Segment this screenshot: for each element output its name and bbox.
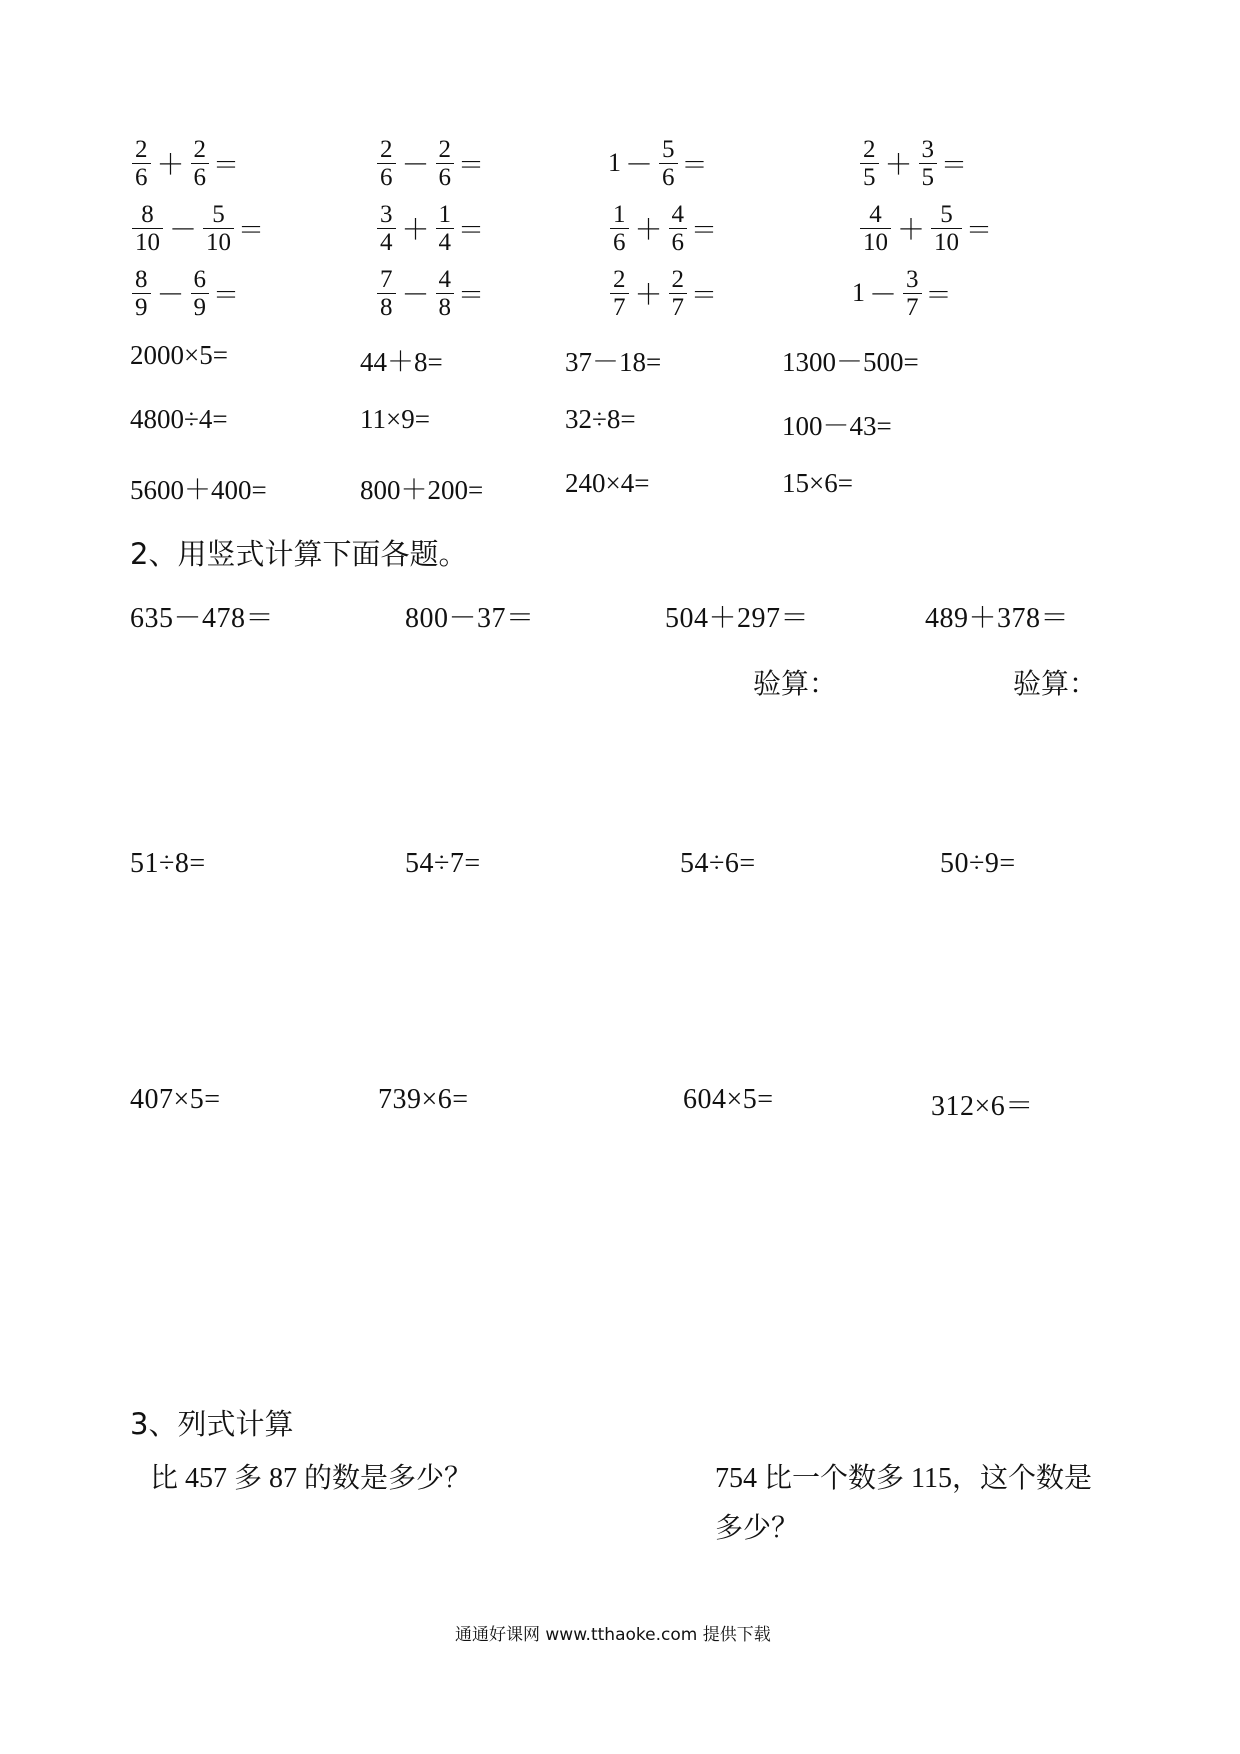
denominator: 10 xyxy=(860,228,891,256)
equals-sign: ＝ xyxy=(458,150,485,180)
vertical-problem: 800－37＝ xyxy=(405,603,535,634)
denominator: 6 xyxy=(191,163,210,191)
fraction xyxy=(191,266,210,321)
numerator: 1 xyxy=(438,200,452,228)
numerator: 8 xyxy=(141,200,154,228)
denominator: 6 xyxy=(436,163,455,191)
fraction-expression xyxy=(375,193,484,263)
fraction xyxy=(903,266,922,321)
fraction xyxy=(659,136,678,191)
equals-sign: ＝ xyxy=(213,150,240,180)
division-problem: 51÷8= xyxy=(130,848,206,879)
denominator: 9 xyxy=(132,293,151,321)
fraction-expression xyxy=(852,258,952,328)
operator: ＋ xyxy=(634,215,663,246)
fraction xyxy=(931,201,962,256)
equals-sign: ＝ xyxy=(941,150,968,180)
fraction xyxy=(377,201,396,256)
equals-sign: ＝ xyxy=(213,280,240,310)
numerator: 2 xyxy=(613,265,626,293)
denominator: 5 xyxy=(919,163,938,191)
section-2-title: 2、用竖式计算下面各题。 xyxy=(130,537,468,571)
equals-sign: ＝ xyxy=(966,215,993,245)
operator: ＋ xyxy=(884,150,913,181)
footer-source: 通通好课网 www.tthaoke.com 提供下载 xyxy=(455,1625,771,1645)
numerator: 2 xyxy=(380,135,393,163)
denominator: 8 xyxy=(436,293,455,321)
numerator: 8 xyxy=(135,265,148,293)
vertical-problem: 504＋297＝ xyxy=(665,603,810,634)
check-label: 验算： xyxy=(753,667,838,700)
fraction xyxy=(377,136,396,191)
fraction-expression xyxy=(375,258,484,328)
equals-sign: ＝ xyxy=(691,215,718,245)
denominator: 4 xyxy=(377,228,396,256)
numerator: 4 xyxy=(438,265,452,293)
oral-problem: 2000×5= xyxy=(130,340,228,370)
denominator: 7 xyxy=(903,293,922,321)
denominator: 7 xyxy=(669,293,688,321)
numerator: 5 xyxy=(212,200,225,228)
operator: ＋ xyxy=(897,215,926,246)
word-problem-1: 比 457 多 87 的数是多少？ xyxy=(150,1463,473,1494)
denominator: 6 xyxy=(669,228,688,256)
denominator: 9 xyxy=(191,293,210,321)
numerator: 3 xyxy=(921,135,935,163)
operator: － xyxy=(625,150,654,181)
operator: － xyxy=(869,280,898,311)
word-problem-2-line-2: 多少？ xyxy=(715,1513,800,1544)
operator: － xyxy=(401,280,430,311)
oral-problem: 32÷8= xyxy=(565,404,636,434)
operator: － xyxy=(169,215,198,246)
fraction-expression xyxy=(608,193,717,263)
equals-sign: ＝ xyxy=(238,215,265,245)
fraction xyxy=(669,266,688,321)
numerator: 5 xyxy=(662,135,675,163)
denominator: 6 xyxy=(659,163,678,191)
numerator: 2 xyxy=(671,265,685,293)
oral-problem: 100－43= xyxy=(782,411,892,441)
division-problem: 54÷6= xyxy=(680,848,756,879)
numerator: 3 xyxy=(906,265,919,293)
vertical-problem: 635－478＝ xyxy=(130,603,275,634)
oral-problem: 1300－500= xyxy=(782,347,919,377)
multiplication-problem: 604×5= xyxy=(683,1084,774,1115)
oral-problem: 44＋8= xyxy=(360,347,443,377)
numerator: 2 xyxy=(135,135,148,163)
operator: ＋ xyxy=(401,215,430,246)
fraction xyxy=(132,266,151,321)
fraction-expression xyxy=(858,193,992,263)
denominator: 7 xyxy=(610,293,629,321)
word-problem-2-line-1: 754 比一个数多 115，这个数是 xyxy=(715,1463,1092,1494)
denominator: 5 xyxy=(860,163,879,191)
fraction xyxy=(436,266,455,321)
fraction xyxy=(191,136,210,191)
denominator: 6 xyxy=(610,228,629,256)
oral-problem: 5600＋400= xyxy=(130,475,267,505)
oral-problem: 4800÷4= xyxy=(130,404,228,434)
oral-problem: 11×9= xyxy=(360,404,430,434)
numerator: 2 xyxy=(438,135,452,163)
fraction xyxy=(669,201,688,256)
numerator: 2 xyxy=(193,135,207,163)
numerator: 6 xyxy=(193,265,207,293)
equals-sign: ＝ xyxy=(458,280,485,310)
vertical-problem: 489＋378＝ xyxy=(925,603,1070,634)
fraction xyxy=(377,266,396,321)
numerator: 5 xyxy=(940,200,953,228)
fraction xyxy=(132,201,163,256)
denominator: 10 xyxy=(203,228,234,256)
fraction-expression xyxy=(375,128,484,198)
equals-sign: ＝ xyxy=(691,280,718,310)
division-problem: 50÷9= xyxy=(940,848,1016,879)
numerator: 2 xyxy=(863,135,876,163)
denominator: 8 xyxy=(377,293,396,321)
fraction-expression xyxy=(858,128,967,198)
denominator: 10 xyxy=(931,228,962,256)
oral-problem: 15×6= xyxy=(782,468,853,498)
numerator: 3 xyxy=(380,200,393,228)
denominator: 6 xyxy=(377,163,396,191)
operator: － xyxy=(156,280,185,311)
oral-problem: 37－18= xyxy=(565,347,662,377)
fraction-expression xyxy=(608,258,717,328)
denominator: 4 xyxy=(436,228,455,256)
fraction xyxy=(860,201,891,256)
denominator: 6 xyxy=(132,163,151,191)
division-problem: 54÷7= xyxy=(405,848,481,879)
fraction xyxy=(919,136,938,191)
equals-sign: ＝ xyxy=(925,280,952,310)
operator: ＋ xyxy=(634,280,663,311)
numerator: 7 xyxy=(380,265,393,293)
numerator: 4 xyxy=(671,200,685,228)
whole-number: 1 xyxy=(608,148,621,177)
fraction xyxy=(132,136,151,191)
oral-problem: 800＋200= xyxy=(360,475,484,505)
operator: ＋ xyxy=(156,150,185,181)
fraction xyxy=(203,201,234,256)
fraction-expression xyxy=(130,258,239,328)
fraction-expression xyxy=(608,128,708,198)
multiplication-problem: 407×5= xyxy=(130,1084,221,1115)
fraction xyxy=(610,201,629,256)
oral-problem: 240×4= xyxy=(565,468,650,498)
equals-sign: ＝ xyxy=(681,150,708,180)
fraction xyxy=(436,201,455,256)
operator: － xyxy=(401,150,430,181)
multiplication-problem: 312×6＝ xyxy=(931,1091,1034,1122)
numerator: 1 xyxy=(613,200,626,228)
numerator: 4 xyxy=(869,200,882,228)
multiplication-problem: 739×6= xyxy=(378,1084,469,1115)
whole-number: 1 xyxy=(852,278,865,307)
fraction xyxy=(860,136,879,191)
check-label: 验算： xyxy=(1013,667,1098,700)
fraction xyxy=(436,136,455,191)
equals-sign: ＝ xyxy=(458,215,485,245)
fraction-expression xyxy=(130,193,264,263)
denominator: 10 xyxy=(132,228,163,256)
section-3-title: 3、列式计算 xyxy=(130,1407,294,1441)
fraction xyxy=(610,266,629,321)
fraction-expression xyxy=(130,128,239,198)
